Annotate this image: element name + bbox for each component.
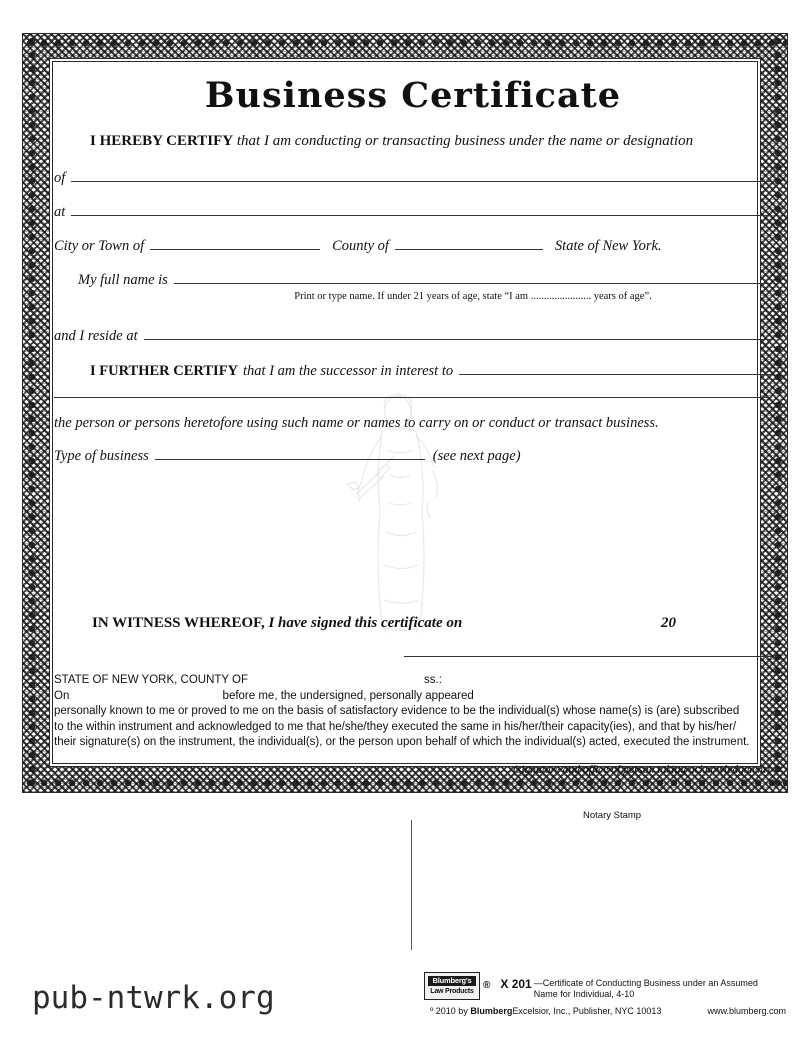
publisher-footer [424,972,786,1016]
hereby-certify-line [54,133,772,150]
field-row-type-of-business [54,448,772,465]
border-scallop-bottom [23,776,787,790]
witness-text: I have signed this certificate on [268,614,463,631]
input-business-address[interactable] [71,215,772,216]
label-reside-at: and I reside at [54,327,138,344]
label-state: State of New York. [554,237,662,254]
input-residence-address[interactable] [144,339,772,340]
overlay-watermark-url: pub-ntwrk.org [32,980,275,1016]
field-row-of [54,170,772,187]
witness-label: IN WITNESS WHEREOF, [92,614,265,631]
notary-ss-label: ss.: [424,673,442,686]
notary-on-row [54,689,772,704]
field-row-city-county-state [54,238,772,255]
witness-clause [54,615,772,632]
copyright-brand: Blumberg [470,1005,513,1016]
label-of: of [54,169,66,186]
notary-state-county-label: STATE OF NEW YORK, COUNTY OF [54,673,249,686]
notary-stamp-label: Notary Stamp [583,810,642,821]
notary-on-label: On [54,690,70,703]
further-certify-label: I FURTHER CERTIFY [90,362,239,379]
field-row-reside-at [54,328,772,345]
form-description-line-2: Name for Individual, 4-10 [533,989,635,1000]
certificate-content [54,62,772,777]
registered-trademark-symbol: ® [483,980,491,991]
successor-paragraph: the person or persons heretofore using such name or names to carry on or conduct or transact business. [54,414,659,431]
hereby-certify-label: I HEREBY CERTIFY [90,132,234,149]
further-certify-text: that I am the successor in interest to [243,362,454,379]
input-successor-line1[interactable] [459,374,772,375]
print-name-hint: Print or type name. If under 21 years of age, state “I am ....................... years of age”. [294,290,652,302]
input-city-or-town[interactable] [150,249,320,250]
field-row-further-certify [54,363,772,380]
notary-body-line-1: personally known to me or proved to me on the basis of satisfactory evidence to be the individual(s) whose name(s) is (are) subscribed [54,705,740,718]
notary-body-line-2: to the within instrument and acknowledged to me that he/she/they executed the same in his/her/their capacity(ies), and that by his/her/ [54,720,737,733]
label-county: County of [332,237,389,254]
label-city-or-town: City or Town of [54,237,145,254]
label-at: at [54,203,66,220]
see-next-page-note: (see next page) [432,447,521,464]
publisher-website[interactable]: www.blumberg.com [707,1005,786,1016]
form-dash: — [533,978,543,988]
input-successor-line2[interactable] [54,397,772,398]
input-signature[interactable] [404,656,772,657]
field-row-at [54,204,772,221]
label-full-name: My full name is [78,271,168,288]
notary-appeared-label: before me, the undersigned, personally appeared [222,690,474,703]
copyright-suffix: Excelsior, Inc., Publisher, NYC 10013 [512,1005,662,1016]
border-scallop-left [25,34,39,792]
form-number: X 201 [500,977,532,991]
border-scallop-top [23,36,787,50]
label-type-of-business: Type of business [54,447,149,464]
witness-year: 20 [661,614,676,631]
footer-bottom-row [424,1006,786,1016]
copyright-prefix: º 2010 by [430,1005,471,1016]
fold-line [411,820,412,950]
acknowledgment-note: (signature and office of person taking acknowledgment) [513,764,770,777]
footer-top-row [424,972,786,1001]
field-row-successor-line2 [54,397,772,401]
hereby-certify-text: that I am conducting or transacting business under the name or designation [236,132,694,149]
blumberg-logo-icon [424,972,480,1000]
field-row-full-name [54,272,772,289]
border-scallop-right [771,34,785,792]
input-type-of-business[interactable] [155,459,425,460]
input-full-name[interactable] [174,283,772,284]
notary-body-line-3: their signature(s) on the instrument, the individual(s), or the person upon behalf of which the individual(s) acted, executed the instrument. [54,735,750,748]
form-description-line-1: Certificate of Conducting Business under an Assumed [542,978,758,988]
logo-line-1: Blumberg's [428,976,476,986]
page-title: Business Certificate [204,75,622,116]
input-county[interactable] [395,249,543,250]
input-business-name[interactable] [71,181,772,182]
notary-block [54,673,772,750]
copyright-notice [430,1006,661,1016]
notary-state-county-row [54,673,772,688]
logo-line-2: Law Products [430,988,474,995]
form-description [534,978,758,1001]
